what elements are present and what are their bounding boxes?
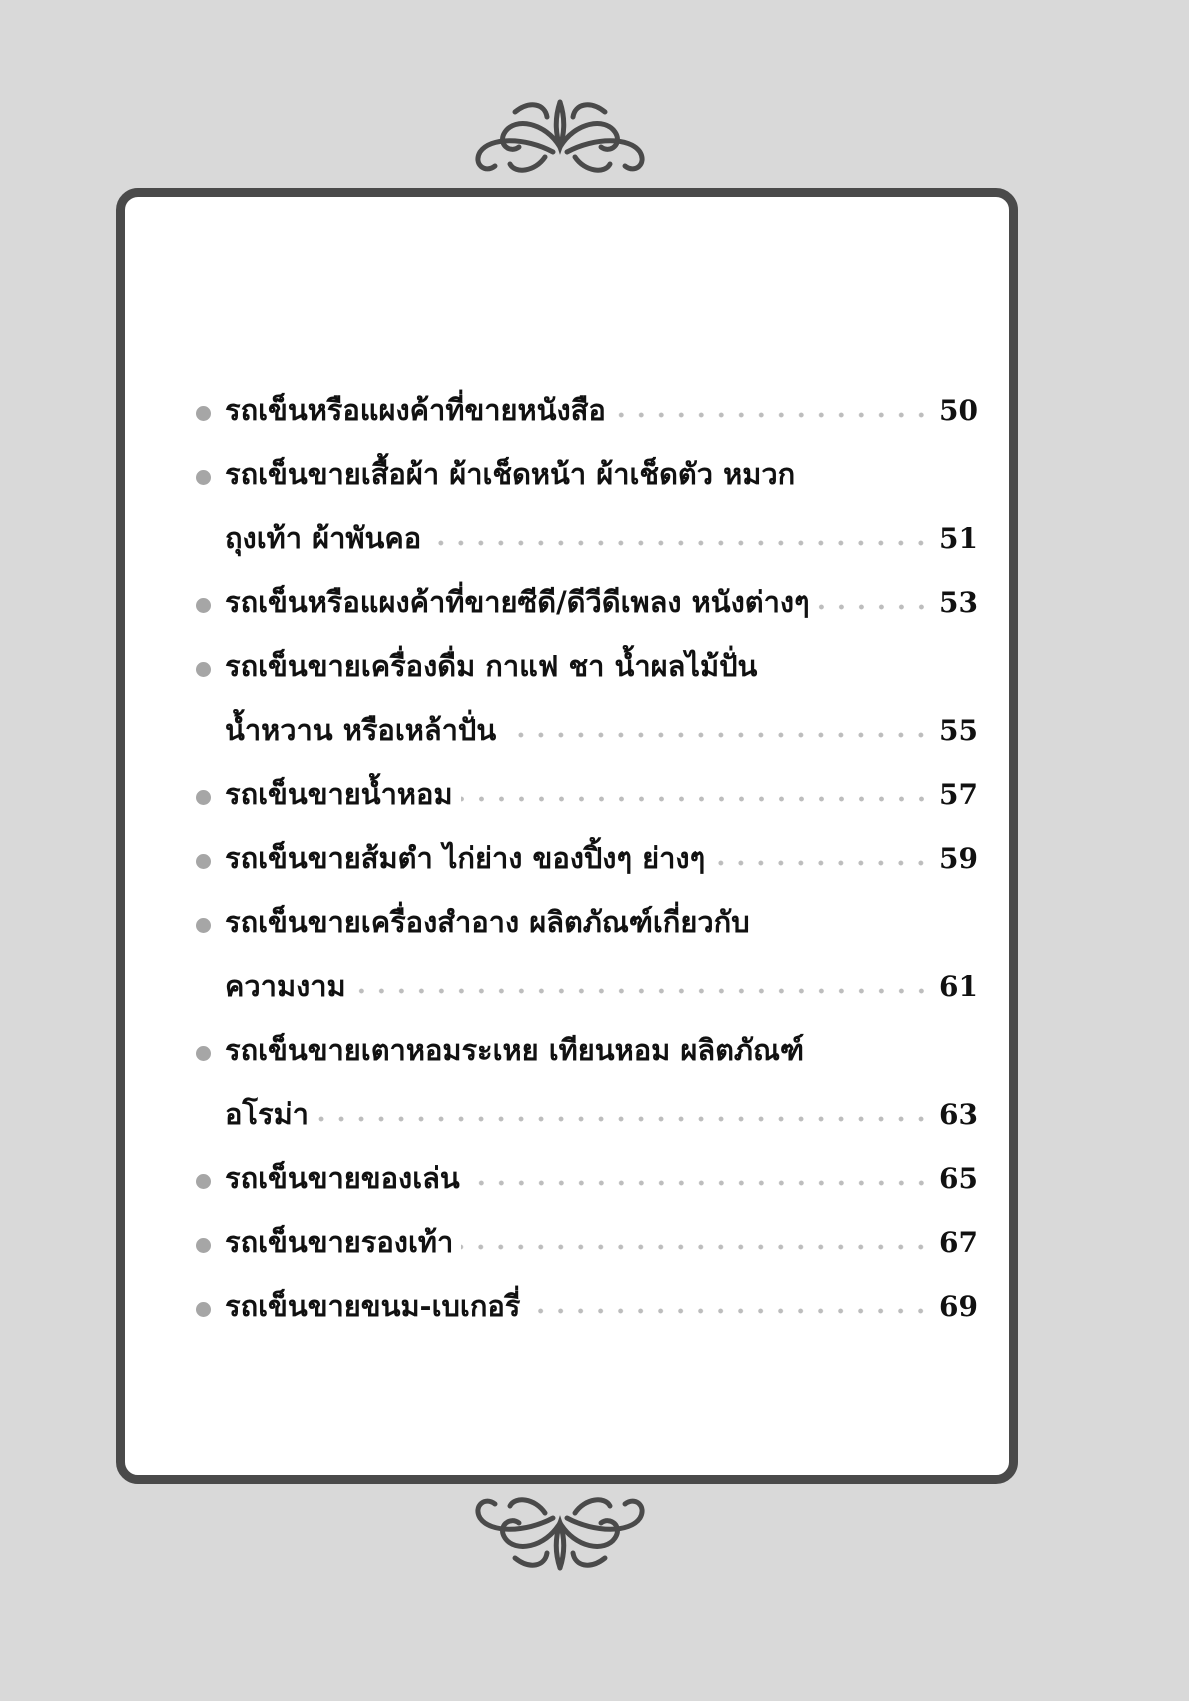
toc-entry-title: ถุงเท้า ผ้าพันคอ	[225, 521, 422, 555]
toc-entry-line	[196, 634, 978, 698]
dot-leader	[354, 988, 931, 994]
dot-leader	[461, 1244, 931, 1250]
toc-entry-line	[196, 1082, 978, 1146]
toc-entry-title: รถเข็นขายส้มตำ ไก่ย่าง ของปิ้งๆ ย่างๆ	[225, 841, 706, 875]
toc-entry-line	[196, 954, 978, 1018]
dot-leader	[504, 732, 931, 738]
toc-entry-title: รถเข็นขายรองเท้า	[225, 1225, 454, 1259]
dot-leader	[713, 860, 931, 866]
toc-entry-title: รถเข็นขายเตาหอมระเหย เทียนหอม ผลิตภัณฑ์	[225, 1033, 805, 1067]
round-bullet-icon	[196, 470, 211, 485]
toc-entry-line	[196, 570, 978, 634]
toc-page-number: 51	[939, 521, 978, 555]
toc-page-number: 57	[939, 777, 978, 811]
toc-entry-title: น้ำหวาน หรือเหล้าปั่น	[225, 713, 497, 747]
toc-entry-line	[196, 442, 978, 506]
toc-entry-title: รถเข็นขายเสื้อผ้า ผ้าเช็ดหน้า ผ้าเช็ดตัว หมวก	[225, 457, 796, 491]
round-bullet-icon	[196, 1302, 211, 1317]
toc-entry-title: รถเข็นขายน้ำหอม	[225, 777, 453, 811]
dot-leader	[818, 604, 931, 610]
toc-entry-title: รถเข็นหรือแผงค้าที่ขายซีดี/ดีวีดีเพลง หนังต่างๆ	[225, 585, 810, 619]
round-bullet-icon	[196, 918, 211, 933]
toc-entry-title: รถเข็นขายของเล่น	[225, 1161, 460, 1195]
dot-leader	[461, 796, 931, 802]
toc-page-number: 67	[939, 1225, 978, 1259]
toc-page-number: 53	[939, 585, 978, 619]
dot-leader	[317, 1116, 931, 1122]
toc-entry-line	[196, 506, 978, 570]
toc-entry-line	[196, 826, 978, 890]
round-bullet-icon	[196, 854, 211, 869]
toc-page-number: 50	[939, 393, 978, 427]
round-bullet-icon	[196, 598, 211, 613]
top-flourish-ornament-icon	[455, 92, 665, 187]
round-bullet-icon	[196, 406, 211, 421]
toc-entry-line	[196, 1274, 978, 1338]
toc-page-number: 69	[939, 1289, 978, 1323]
toc-page-number: 65	[939, 1161, 978, 1195]
toc-page-number: 61	[939, 969, 978, 1003]
toc-entry-title: รถเข็นขายเครื่องดื่ม กาแฟ ชา น้ำผลไม้ปั่น	[225, 649, 758, 683]
toc-entry-line	[196, 762, 978, 826]
toc-entry-title: รถเข็นขายขนม-เบเกอรี่	[225, 1289, 521, 1323]
round-bullet-icon	[196, 1046, 211, 1061]
toc-entry-title: รถเข็นหรือแผงค้าที่ขายหนังสือ	[225, 393, 606, 427]
toc-entry-line	[196, 1018, 978, 1082]
dot-leader	[614, 412, 931, 418]
table-of-contents	[196, 378, 978, 1338]
toc-page-number: 59	[939, 841, 978, 875]
dot-leader	[468, 1180, 931, 1186]
round-bullet-icon	[196, 790, 211, 805]
toc-entry-title: ความงาม	[225, 969, 346, 1003]
toc-entry-line	[196, 1146, 978, 1210]
toc-entry-line	[196, 698, 978, 762]
toc-page-number: 55	[939, 713, 978, 747]
toc-entry-title: อโรม่า	[225, 1097, 309, 1131]
toc-entry-line	[196, 1210, 978, 1274]
toc-entry-title: รถเข็นขายเครื่องสำอาง ผลิตภัณฑ์เกี่ยวกับ	[225, 905, 750, 939]
round-bullet-icon	[196, 662, 211, 677]
toc-entry-line	[196, 378, 978, 442]
toc-entry-line	[196, 890, 978, 954]
toc-page-number: 63	[939, 1097, 978, 1131]
round-bullet-icon	[196, 1174, 211, 1189]
dot-leader	[429, 540, 931, 546]
dot-leader	[528, 1308, 931, 1314]
bottom-flourish-ornament-icon	[455, 1483, 665, 1578]
round-bullet-icon	[196, 1238, 211, 1253]
